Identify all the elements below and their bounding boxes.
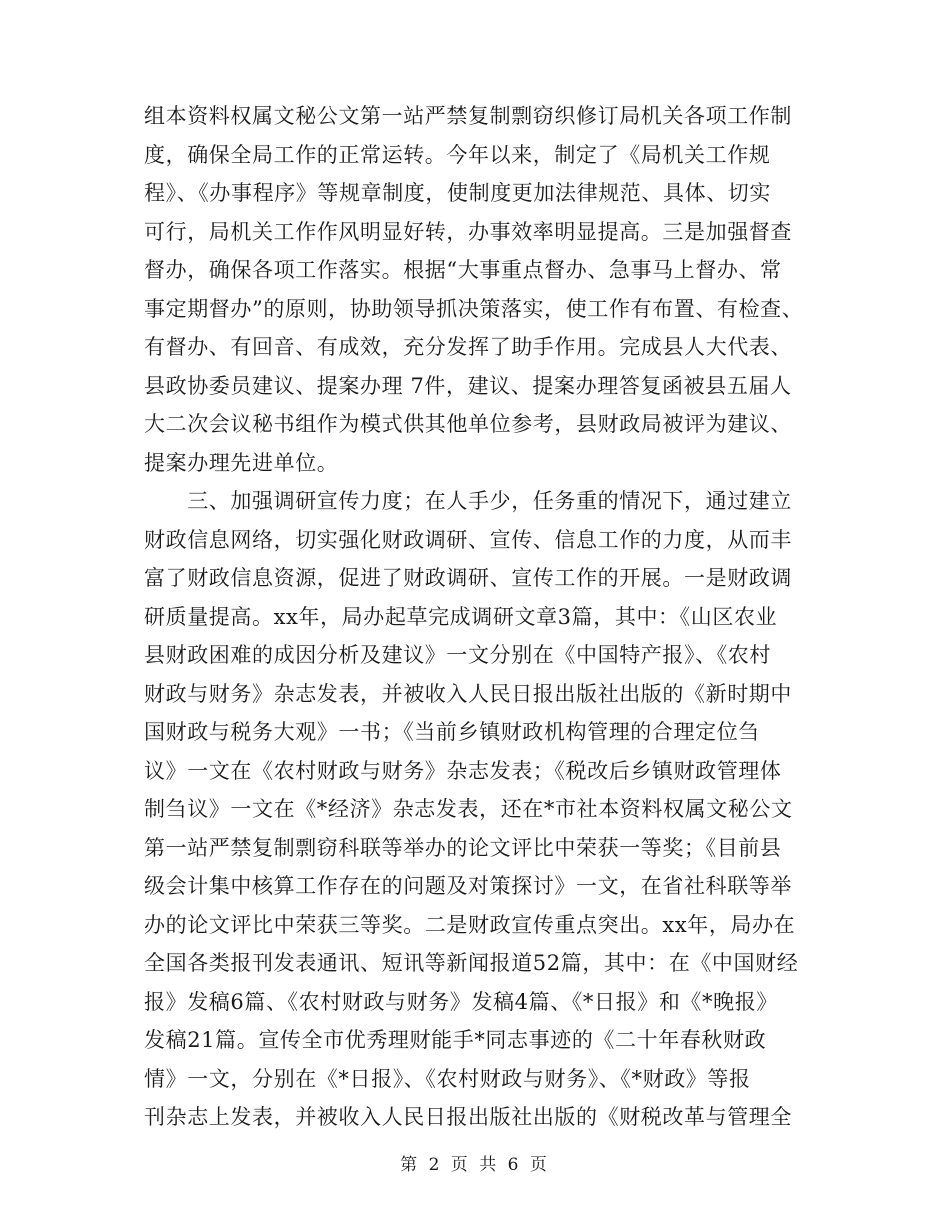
section-heading-line: 三、加强调研宣传力度；在人手少，任务重的情况下，通过建立 [144, 489, 792, 513]
body-text-line: 度，确保全局工作的正常运转。今年以来，制定了《局机关工作规 [144, 142, 771, 167]
body-text-line: 富了财政信息资源，促进了财政调研、宣传工作的开展。一是财政调 [144, 566, 792, 590]
body-text-line: 事定期督办”的原则，协助领导抓决策落实，使工作有布置、有检查、 [144, 296, 804, 321]
body-text-line: 全国各类报刊发表通讯、短讯等新闻报道52篇，其中：在《中国财经 [144, 951, 799, 975]
body-text-line: 提案办理先进单位。 [144, 450, 339, 475]
body-text-line: 督办，确保各项工作落实。根据“大事重点督办、急事马上督办、常 [144, 258, 782, 282]
body-text-line: 第一站严禁复制剽窃科联等举办的论文评比中荣获一等奖；《目前县 [144, 835, 782, 860]
body-text-line: 县财政困难的成因分析及建议》一文分别在《中国特产报》、《农村 [144, 643, 771, 667]
page-number-footer: 第 2 页 共 6 页 [400, 1155, 550, 1175]
body-text-line: 情》一文，分别在《*日报》、《农村财政与财务》、《*财政》等报 [144, 1066, 751, 1091]
body-text-line: 报》发稿6篇、《农村财政与财务》发稿4篇、《*日报》和《*晚报》 [144, 989, 778, 1014]
body-text-line: 国财政与税务大观》一书；《当前乡镇财政机构管理的合理定位刍 [144, 720, 760, 744]
body-text-line: 组本资料权属文秘公文第一站严禁复制剽窃织修订局机关各项工作制 [144, 104, 792, 128]
body-text-line: 财政与财务》杂志发表，并被收入人民日报出版社出版的《新时期中 [144, 681, 792, 706]
body-text-line: 研质量提高。xx年，局办起草完成调研文章3篇，其中：《山区农业 [144, 604, 778, 629]
body-text-line: 级会计集中核算工作存在的问题及对策探讨》一文，在省社科联等举 [144, 874, 792, 898]
body-text-line: 财政信息网络，切实强化财政调研、宣传、信息工作的力度，从而丰 [144, 527, 792, 552]
body-text-line: 程》、《办事程序》等规章制度，使制度更加法律规范、具体、切实 [144, 181, 771, 205]
body-text-line: 可行，局机关工作作风明显好转，办事效率明显提高。三是加强督查 [144, 219, 792, 244]
body-text-line: 发稿21篇。宣传全市优秀理财能手*同志事迹的《二十年春秋财政 [144, 1028, 767, 1052]
body-text-line: 制刍议》一文在《*经济》杂志发表，还在*市社本资料权属文秘公文 [144, 797, 793, 821]
body-text-line: 有督办、有回音、有成效，充分发挥了助手作用。完成县人大代表、 [144, 335, 792, 359]
body-text-line: 办的论文评比中荣获三等奖。二是财政宣传重点突出。xx年，局办在 [144, 912, 796, 937]
body-text-line: 县政协委员建议、提案办理 7件，建议、提案办理答复函被县五届人 [144, 373, 792, 398]
body-text-line: 议》一文在《农村财政与财务》杂志发表；《税改后乡镇财政管理体 [144, 758, 782, 783]
body-text-line: 大二次会议秘书组作为模式供其他单位参考，县财政局被评为建议、 [144, 412, 792, 436]
body-text-line: 刊杂志上发表，并被收入人民日报出版社出版的《财税改革与管理全 [144, 1105, 792, 1129]
